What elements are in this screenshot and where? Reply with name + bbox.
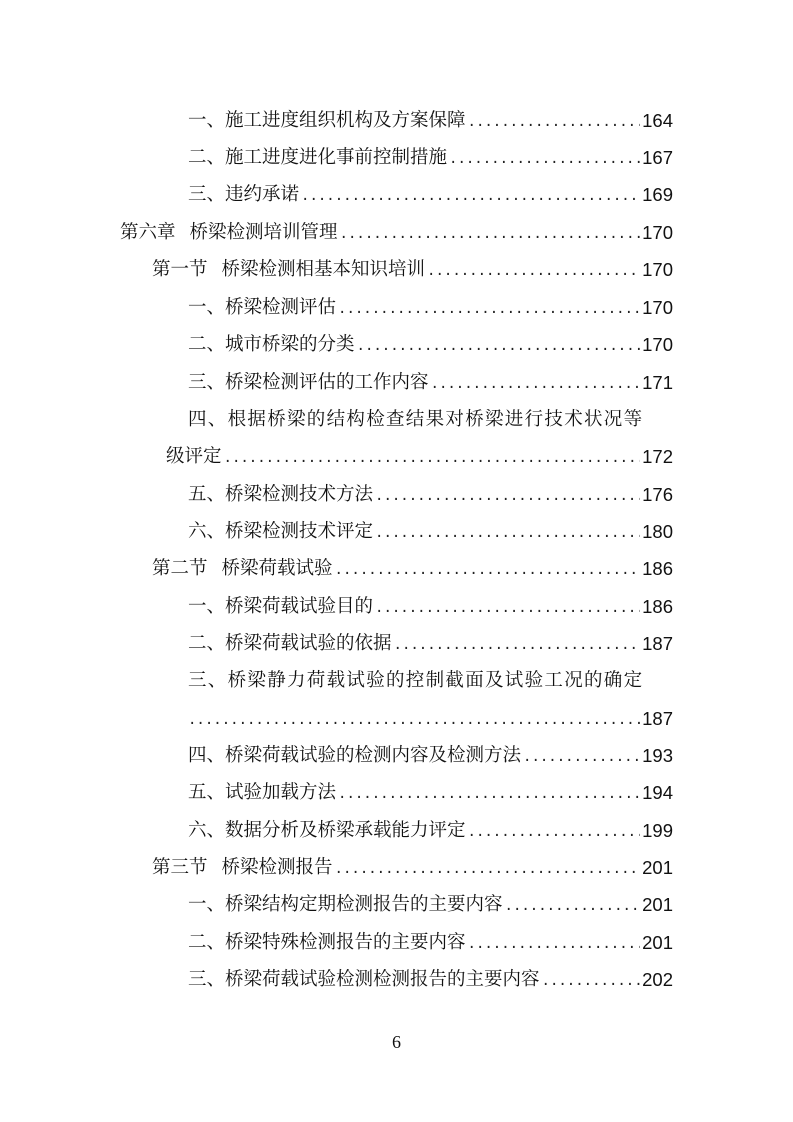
toc-entry[interactable] [188,590,673,618]
toc-entry-title: 四、桥梁荷载试验的检测内容及检测方法 [188,745,522,766]
toc-entry[interactable] [188,291,673,319]
toc-section-title [152,259,425,281]
toc-section-title [152,558,333,580]
toc-leader [468,112,641,132]
toc-entry-title: 二、桥梁特殊检测报告的主要内容 [188,932,466,953]
section-title-text: 桥梁检测报告 [221,857,333,878]
section-label: 第二节 [152,558,208,579]
toc-entry[interactable] [188,328,673,356]
toc-page-number: 193 [642,745,673,766]
toc-entry-title: 三、桥梁荷载试验检测检测报告的主要内容 [188,969,540,990]
toc-page-number: 202 [642,969,673,990]
toc-leader [375,598,640,618]
toc-entry-title: 四、根据桥梁的结构检查结果对桥梁进行技术状况等 [188,409,644,430]
toc-leader [427,261,640,281]
toc-entry[interactable] [188,888,673,916]
toc-entry-title: 一、桥梁荷载试验目的 [188,596,374,617]
toc-page-number: 199 [642,820,673,841]
toc-entry[interactable] [188,814,673,842]
chapter-label: 第六章 [120,222,176,243]
toc-entry-title: 三、违约承诺 [188,184,300,205]
toc-entry-title: 二、桥梁荷载试验的依据 [188,633,392,654]
toc-leader [338,784,640,804]
toc-entry-title: 一、桥梁结构定期检测报告的主要内容 [188,894,503,915]
toc-page-number: 186 [642,558,673,579]
toc-entry[interactable] [188,515,673,543]
toc-leader [523,747,640,767]
toc-leader [468,822,641,842]
toc-entry[interactable] [188,141,673,169]
toc-entry-title: 三、桥梁静力荷载试验的控制截面及试验工况的确定 [188,670,644,691]
toc-entry-title: 一、桥梁检测评估 [188,297,337,318]
toc-section-entry[interactable] [152,253,673,281]
toc-page-number: 194 [642,782,673,803]
toc-leader [449,149,640,169]
toc-page-number: 180 [642,521,673,542]
toc-page-number: 170 [642,222,673,243]
section-label: 第三节 [152,857,208,878]
chapter-title-text: 桥梁检测培训管理 [189,222,338,243]
toc-leader [338,299,640,319]
toc-entry-title: 六、数据分析及桥梁承载能力评定 [188,820,466,841]
toc-entry-title: 二、城市桥梁的分类 [188,334,355,355]
toc-entry[interactable] [188,104,673,132]
toc-page-number: 187 [642,633,673,654]
toc-leader [505,896,641,916]
toc-entry-title: 五、桥梁检测技术方法 [188,484,374,505]
toc-page-number: 176 [642,484,673,505]
toc-page-number: 186 [642,596,673,617]
toc-entry[interactable] [188,963,673,991]
toc-entry[interactable] [188,776,673,804]
toc-entry[interactable] [188,178,673,206]
section-label: 第一节 [152,259,208,280]
toc-chapter-entry[interactable] [120,216,673,244]
toc-section-title [152,857,333,879]
toc-entry-wrapped-line1[interactable] [188,403,673,431]
toc-entry-title: 一、施工进度组织机构及方案保障 [188,110,466,131]
toc-section-entry[interactable] [152,851,673,879]
toc-page-number: 187 [642,708,673,729]
toc-entry[interactable] [188,478,673,506]
page-number-footer: 6 [392,1032,401,1052]
toc-entry-wrapped-line2[interactable] [166,440,673,468]
toc-leader [188,710,640,730]
toc-leader [431,374,641,394]
section-title-text: 桥梁荷载试验 [221,558,333,579]
toc-entry-title: 五、试验加载方法 [188,782,337,803]
toc-page-number: 167 [642,147,673,168]
toc-page-number: 170 [642,334,673,355]
toc-leader [224,448,641,468]
toc-page-number: 201 [642,857,673,878]
toc-leader [394,635,641,655]
toc-entry[interactable] [188,366,673,394]
toc-page-number: 172 [642,446,673,467]
toc-leader [335,560,641,580]
toc-page-number: 170 [642,259,673,280]
toc-page-number: 201 [642,932,673,953]
toc-entry-wrapped-line1[interactable] [188,664,673,692]
toc-section-entry[interactable] [152,552,673,580]
toc-leader [375,523,640,543]
toc-leader [335,859,641,879]
toc-entry-title: 三、桥梁检测评估的工作内容 [188,372,429,393]
toc-entry[interactable] [188,739,673,767]
toc-entry[interactable] [188,926,673,954]
toc-entry-title: 二、施工进度进化事前控制措施 [188,147,448,168]
toc-leader [542,971,641,991]
toc-chapter-title [120,222,338,244]
toc-leader [468,934,641,954]
toc-page-number: 171 [642,372,673,393]
toc-page-number: 164 [642,110,673,131]
toc-entry-title: 六、桥梁检测技术评定 [188,521,374,542]
toc-leader [340,224,641,244]
toc-leader [357,336,641,356]
toc-leader [301,186,640,206]
toc-entry-title-continued: 级评定 [166,446,222,467]
toc-page-number: 169 [642,184,673,205]
toc-entry[interactable] [188,627,673,655]
toc-page-number: 170 [642,297,673,318]
toc-entry-wrapped-line2[interactable] [188,702,673,730]
section-title-text: 桥梁检测相基本知识培训 [221,259,426,280]
toc-leader [375,486,640,506]
toc-page-number: 201 [642,894,673,915]
